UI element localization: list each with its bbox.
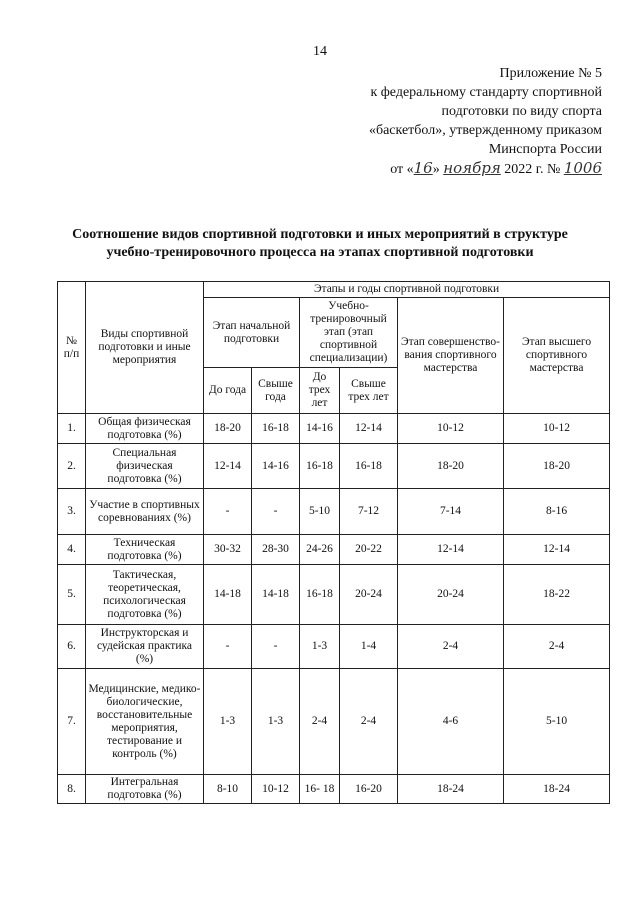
cell-over-three: 16-18: [340, 444, 398, 489]
cell-up-to-three: 16-18: [300, 565, 340, 625]
title-line-2: учебно-тренировочного процесса на этапах спортивной подготовки: [106, 245, 534, 260]
cell-up-to-year: 14-18: [204, 565, 252, 625]
row-number: 5.: [58, 565, 86, 625]
header-up-to-three: До трех лет: [300, 368, 340, 414]
cell-improvement: 18-20: [398, 444, 504, 489]
appendix-line: к федеральному стандарту спортивной: [370, 85, 602, 100]
cell-improvement: 12-14: [398, 535, 504, 565]
appendix-line: Минспорта России: [488, 142, 602, 157]
cell-over-year: -: [252, 489, 300, 535]
cell-up-to-year: 18-20: [204, 414, 252, 444]
header-over-year: Свыше года: [252, 368, 300, 414]
cell-highest: 18-24: [504, 775, 610, 804]
table-row: [58, 565, 610, 625]
document-title: [40, 226, 600, 262]
header-stage-training: Учебно-тренировочный этап (этап спортивной специализации): [300, 298, 398, 368]
cell-over-three: 20-22: [340, 535, 398, 565]
cell-up-to-year: 30-32: [204, 535, 252, 565]
header-stages-group: Этапы и годы спортивной подготовки: [204, 282, 610, 298]
table-row: [58, 535, 610, 565]
header-stage-initial: Этап начальной подготовки: [204, 298, 300, 368]
cell-over-year: 16-18: [252, 414, 300, 444]
cell-improvement: 7-14: [398, 489, 504, 535]
table-row: [58, 444, 610, 489]
cell-up-to-three: 1-3: [300, 625, 340, 669]
training-ratio-table: [57, 281, 610, 804]
date-day-handwritten: 16: [413, 159, 433, 177]
cell-highest: 18-22: [504, 565, 610, 625]
cell-up-to-year: 12-14: [204, 444, 252, 489]
date-prefix: от «: [390, 162, 414, 177]
cell-over-three: 12-14: [340, 414, 398, 444]
cell-over-year: 14-18: [252, 565, 300, 625]
cell-up-to-three: 24-26: [300, 535, 340, 565]
cell-over-year: 14-16: [252, 444, 300, 489]
cell-over-three: 7-12: [340, 489, 398, 535]
appendix-header: [302, 64, 602, 179]
cell-up-to-three: 5-10: [300, 489, 340, 535]
cell-improvement: 10-12: [398, 414, 504, 444]
cell-highest: 8-16: [504, 489, 610, 535]
cell-over-three: 16-20: [340, 775, 398, 804]
row-activity-name: Интегральная подготовка (%): [86, 775, 204, 804]
row-activity-name: Инструкторская и судейская практика (%): [86, 625, 204, 669]
cell-highest: 5-10: [504, 669, 610, 775]
cell-improvement: 18-24: [398, 775, 504, 804]
row-number: 8.: [58, 775, 86, 804]
cell-over-year: 28-30: [252, 535, 300, 565]
date-month-handwritten: ноября: [443, 159, 501, 177]
cell-improvement: 20-24: [398, 565, 504, 625]
title-line-1: Соотношение видов спортивной подготовки и иных мероприятий в структуре: [72, 227, 568, 242]
cell-improvement: 2-4: [398, 625, 504, 669]
cell-over-three: 2-4: [340, 669, 398, 775]
cell-over-three: 1-4: [340, 625, 398, 669]
row-activity-name: Участие в спортивных соревнованиях (%): [86, 489, 204, 535]
table-row: [58, 489, 610, 535]
cell-over-three: 20-24: [340, 565, 398, 625]
order-date-line: [302, 159, 602, 179]
cell-over-year: 1-3: [252, 669, 300, 775]
header-stage-improvement: Этап совершенство-вания спортивного мастерства: [398, 298, 504, 414]
cell-up-to-three: 2-4: [300, 669, 340, 775]
cell-up-to-year: -: [204, 625, 252, 669]
appendix-line: подготовки по виду спорта: [441, 104, 602, 119]
cell-over-year: 10-12: [252, 775, 300, 804]
cell-highest: 2-4: [504, 625, 610, 669]
cell-up-to-year: 1-3: [204, 669, 252, 775]
cell-up-to-year: -: [204, 489, 252, 535]
row-activity-name: Специальная физическая подготовка (%): [86, 444, 204, 489]
order-number-handwritten: 1006: [563, 159, 602, 177]
header-stage-highest: Этап высшего спортивного мастерства: [504, 298, 610, 414]
row-number: 1.: [58, 414, 86, 444]
header-up-to-year: До года: [204, 368, 252, 414]
table-row: [58, 775, 610, 804]
row-number: 7.: [58, 669, 86, 775]
cell-highest: 18-20: [504, 444, 610, 489]
cell-up-to-year: 8-10: [204, 775, 252, 804]
row-number: 3.: [58, 489, 86, 535]
table-row: [58, 414, 610, 444]
appendix-line: Приложение № 5: [499, 66, 602, 81]
row-number: 2.: [58, 444, 86, 489]
cell-over-year: -: [252, 625, 300, 669]
table-row: [58, 669, 610, 775]
header-num: № п/п: [58, 282, 86, 414]
date-year: 2022 г. №: [504, 162, 561, 177]
row-activity-name: Техническая подготовка (%): [86, 535, 204, 565]
row-number: 6.: [58, 625, 86, 669]
row-number: 4.: [58, 535, 86, 565]
row-activity-name: Тактическая, теоретическая, психологическая подготовка (%): [86, 565, 204, 625]
cell-highest: 12-14: [504, 535, 610, 565]
table-row: [58, 625, 610, 669]
header-over-three: Свыше трех лет: [340, 368, 398, 414]
appendix-line: «баскетбол», утвержденному приказом: [368, 123, 602, 138]
cell-up-to-three: 16-18: [300, 444, 340, 489]
row-activity-name: Общая физическая подготовка (%): [86, 414, 204, 444]
header-types: Виды спортивной подготовки и иные мероприятия: [86, 282, 204, 414]
page-number: 14: [313, 44, 327, 59]
cell-highest: 10-12: [504, 414, 610, 444]
cell-up-to-three: 14-16: [300, 414, 340, 444]
row-activity-name: Медицинские, медико-биологические, восстановительные мероприятия, тестирование и контроль (%): [86, 669, 204, 775]
date-mid: »: [432, 162, 440, 177]
cell-improvement: 4-6: [398, 669, 504, 775]
cell-up-to-three: 16- 18: [300, 775, 340, 804]
